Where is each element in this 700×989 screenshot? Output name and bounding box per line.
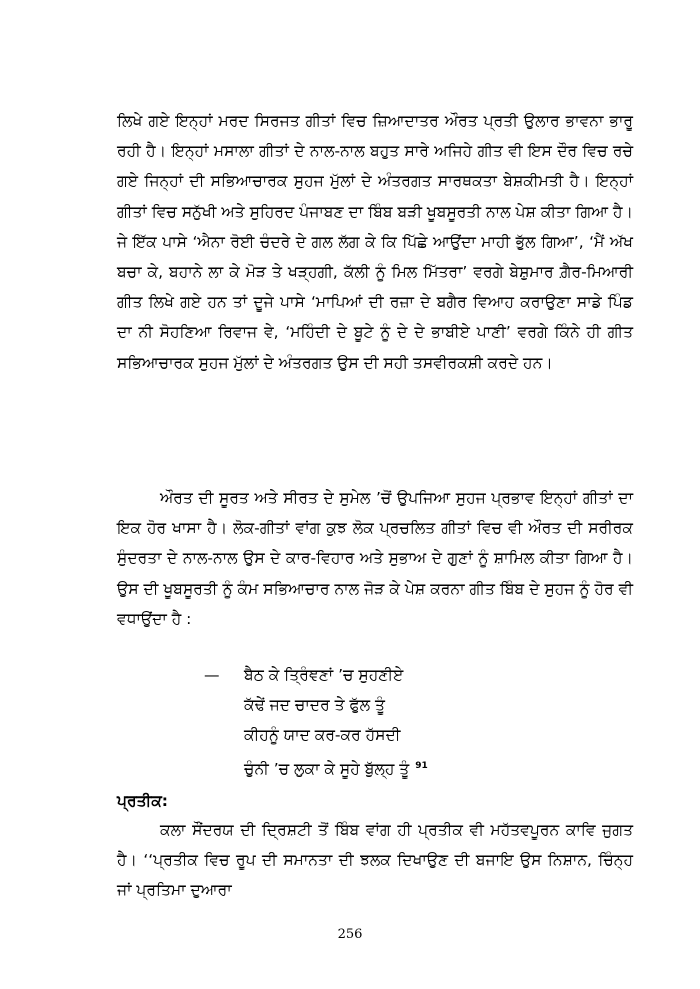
verse-line-4 <box>204 751 428 784</box>
verse-line-last <box>204 751 428 784</box>
verse-line-2 <box>204 690 428 720</box>
verse-line-text: ਕੱਢੇਂ ਜਦ ਚਾਦਰ ਤੇ ਫੁੱਲ ਤੂੰ <box>244 696 385 715</box>
footnote-marker: 91 <box>415 760 428 771</box>
verse-dash: — <box>204 666 220 684</box>
body-paragraph-2: ਔਰਤ ਦੀ ਸੂਰਤ ਅਤੇ ਸੀਰਤ ਦੇ ਸੁਮੇਲ ’ਚੋਂ ਉਪਜਿਆ ਸੁਹਜ ਪ੍ਰਭਾਵ ਇਨ੍ਹਾਂ ਗੀਤਾਂ ਦਾ ਇਕ ਹੋਰ ਖਾਸਾ ਹੈ। ਲੋਕ-ਗੀਤਾਂ ਵਾਂਗ ਕੁਝ ਲੋਕ ਪ੍ਰਚਲਿਤ ਗੀਤਾਂ ਵਿਚ ਵੀ ਔਰਤ ਦੀ ਸਰੀਰਕ ਸੁੰਦਰਤਾ ਦੇ ਨਾਲ-ਨਾਲ ਉਸ ਦੇ ਕਾਰ-ਵਿਹਾਰ ਅਤੇ ਸੁਭਾਅ ਦੇ ਗੁਣਾਂ ਨੂੰ ਸ਼ਾਮਿਲ ਕੀਤਾ ਗਿਆ ਹੈ। ਉਸ ਦੀ ਖੂਬਸੂਰਤੀ ਨੂੰ ਕੰਮ ਸਭਿਆਚਾਰ ਨਾਲ ਜੋੜ ਕੇ ਪੇਸ਼ ਕਰਨਾ ਗੀਤ ਬਿੰਬ ਦੇ ਸੁਹਜ ਨੂੰ ਹੋਰ ਵੀ ਵਧਾਉਂਦਾ ਹੈ : <box>117 489 633 628</box>
page-number: 256 <box>337 927 363 942</box>
body-paragraph-3: ਕਲਾ ਸੌਂਦਰਯ ਦੀ ਦ੍ਰਿਸ਼ਟੀ ਤੋਂ ਬਿੰਬ ਵਾਂਗ ਹੀ ਪ੍ਰਤੀਕ ਵੀ ਮਹੱਤਵਪੂਰਨ ਕਾਵਿ ਜੁਗਤ ਹੈ। ‘‘ਪ੍ਰਤੀਕ ਵਿਚ ਰੂਪ ਦੀ ਸਮਾਨਤਾ ਦੀ ਝਲਕ ਦਿਖਾਉਣ ਦੀ ਬਜਾਇ ਉਸ ਨਿਸ਼ਾਨ, ਚਿੰਨ੍ਹ ਜਾਂ ਪ੍ਰਤਿਮਾ ਦੁਆਰਾ <box>117 821 633 900</box>
verse-line-text: ਚੁੰਨੀ ’ਚ ਲੁਕਾ ਕੇ ਸੂਹੇ ਬੁੱਲ੍ਹ ਤੂੰ <box>244 759 410 778</box>
section-heading: ਪ੍ਰਤੀਕ: <box>117 792 168 810</box>
verse-line-text: ਕੀਹਨੂੰ ਯਾਦ ਕਰ-ਕਰ ਹੱਸਦੀ <box>244 726 401 745</box>
verse-line-1 <box>204 660 428 690</box>
verse-line-text: ਬੈਠ ਕੇ ਤ੍ਰਿੰਞਣਾਂ ’ਚ ਸੁਹਣੀਏ <box>244 666 404 684</box>
verse-line-3 <box>204 720 428 750</box>
song-verse <box>204 660 428 784</box>
body-paragraph-1: ਲਿਖੇ ਗਏ ਇਨ੍ਹਾਂ ਮਰਦ ਸਿਰਜਤ ਗੀਤਾਂ ਵਿਚ ਜ਼ਿਆਦਾਤਰ ਔਰਤ ਪ੍ਰਤੀ ਉਲਾਰ ਭਾਵਨਾ ਭਾਰੂ ਰਹੀ ਹੈ। ਇਨ੍ਹਾਂ ਮਸਾਲਾ ਗੀਤਾਂ ਦੇ ਨਾਲ-ਨਾਲ ਬਹੁਤ ਸਾਰੇ ਅਜਿਹੇ ਗੀਤ ਵੀ ਇਸ ਦੌਰ ਵਿਚ ਰਚੇ ਗਏ ਜਿਨ੍ਹਾਂ ਦੀ ਸਭਿਆਚਾਰਕ ਸੁਹਜ ਮੁੱਲਾਂ ਦੇ ਅੰਤਰਗਤ ਸਾਰਥਕਤਾ ਬੇਸ਼ਕੀਮਤੀ ਹੈ। ਇਨ੍ਹਾਂ ਗੀਤਾਂ ਵਿਚ ਸਨੁੱਖੀ ਅਤੇ ਸੁਹਿਰਦ ਪੰਜਾਬਣ ਦਾ ਬਿੰਬ ਬੜੀ ਖੂਬਸੂਰਤੀ ਨਾਲ ਪੇਸ਼ ਕੀਤਾ ਗਿਆ ਹੈ। ਜੇ ਇੱਕ ਪਾਸੇ ‘ਐਨਾ ਰੋਈ ਚੰਦਰੇ ਦੇ ਗਲ ਲੱਗ ਕੇ ਕਿ ਪਿੱਛੇ ਆਉਂਦਾ ਮਾਹੀ ਭੁੱਲ ਗਿਆ’, ‘ਮੈਂ ਅੱਖ ਬਚਾ ਕੇ, ਬਹਾਨੇ ਲਾ ਕੇ ਮੋੜ ਤੇ ਖੜ੍ਹਗੀ, ਕੱਲੀ ਨੂੰ ਮਿਲ ਮਿੱਤਰਾ’ ਵਰਗੇ ਬੇਸ਼ੁਮਾਰ ਗ਼ੈਰ-ਮਿਆਰੀ ਗੀਤ ਲਿਖੇ ਗਏ ਹਨ ਤਾਂ ਦੂਜੇ ਪਾਸੇ ‘ਮਾਪਿਆਂ ਦੀ ਰਜ਼ਾ ਦੇ ਬਗੈਰ ਵਿਆਹ ਕਰਾਉਣਾ ਸਾਡੇ ਪਿੰਡ ਦਾ ਨੀ ਸੋਹਣਿਆ ਰਿਵਾਜ ਵੇ, ‘ਮਹਿੰਦੀ ਦੇ ਬੂਟੇ ਨੂੰ ਦੇ ਦੇ ਭਾਬੀਏ ਪਾਣੀ’ ਵਰਗੇ ਕਿੰਨੇ ਹੀ ਗੀਤ ਸਭਿਆਚਾਰਕ ਸੁਹਜ ਮੁੱਲਾਂ ਦੇ ਅੰਤਰਗਤ ਉਸ ਦੀ ਸਹੀ ਤਸਵੀਰਕਸ਼ੀ ਕਰਦੇ ਹਨ। <box>117 112 633 372</box>
